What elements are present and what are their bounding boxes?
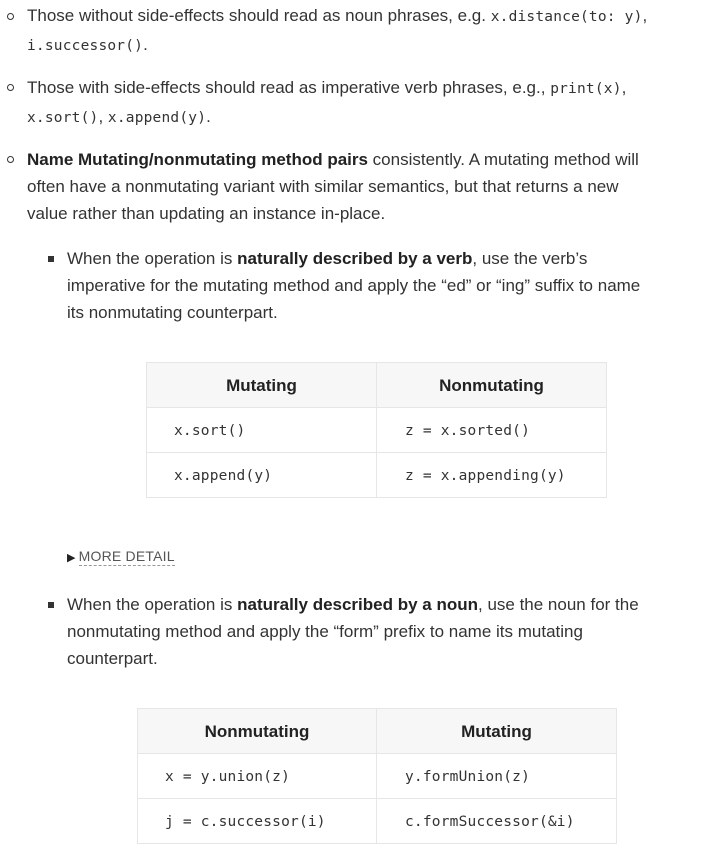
table-cell — [147, 453, 377, 498]
code-cell-text: x.append(y) — [174, 467, 273, 484]
code-cell-text: j = c.successor(i) — [165, 813, 326, 830]
append-code: x.append(y) — [107, 110, 207, 126]
list-bullet — [7, 84, 14, 91]
list-bullet — [7, 13, 14, 20]
sub-list-bullet — [48, 602, 54, 608]
method-pairs-item — [27, 146, 697, 227]
verb-rule-bold: naturally described by a verb — [237, 249, 473, 268]
column-header: Mutating — [147, 363, 377, 408]
side-effects-text: Those with side-effects should read as imperative verb phrases, e.g., — [27, 78, 551, 97]
table-cell — [138, 799, 377, 844]
code-cell-text: x.sort() — [174, 422, 246, 439]
column-header: Mutating — [377, 709, 617, 754]
noun-rule-item — [67, 591, 697, 672]
period: . — [206, 107, 211, 126]
table-row — [138, 754, 617, 799]
no-side-effects-line-1 — [27, 2, 697, 31]
table-cell — [138, 754, 377, 799]
code-cell-text: c.formSuccessor(&i) — [405, 813, 575, 830]
table-row — [147, 408, 607, 453]
method-pairs-bold: Name Mutating/nonmutating method pairs — [27, 150, 368, 169]
verb-rule-line-2: imperative for the mutating method and apply the “ed” or “ing” suffix to name — [67, 276, 641, 295]
noun-rule-text-rest: , use the noun for the — [478, 595, 639, 614]
no-side-effects-line-2 — [27, 31, 697, 60]
list-bullet — [7, 156, 14, 163]
table-cell — [377, 754, 617, 799]
verb-rule-line-3: its nonmutating counterpart. — [67, 303, 278, 322]
disclosure-triangle-icon: ▶ — [67, 552, 76, 564]
verb-pairs-table — [146, 362, 607, 498]
sub-list-bullet — [48, 256, 54, 262]
code-cell-text: y.formUnion(z) — [405, 768, 531, 785]
period: . — [143, 35, 148, 54]
noun-rule-line-3: counterpart. — [67, 649, 158, 668]
method-pairs-text: consistently. A mutating method will — [367, 150, 639, 169]
table-cell — [377, 408, 607, 453]
noun-pairs-table — [137, 708, 617, 844]
noun-rule-bold: naturally described by a noun — [237, 595, 478, 614]
code-cell-text: z = x.appending(y) — [405, 467, 566, 484]
separator: , — [621, 78, 627, 97]
sort-code: x.sort() — [27, 110, 99, 126]
separator: , — [98, 107, 108, 126]
table-cell — [377, 453, 607, 498]
verb-rule-text-rest: , use the verb’s — [472, 249, 588, 268]
no-side-effects-text: Those without side-effects should read as noun phrases, e.g. — [27, 6, 491, 25]
method-pairs-line-2: often have a nonmutating variant with similar semantics, but that returns a new — [27, 177, 619, 196]
table-cell — [147, 408, 377, 453]
more-detail-label[interactable]: MORE DETAIL — [78, 548, 175, 564]
verb-rule-text: When the operation is — [67, 249, 238, 268]
noun-rule-line-1 — [67, 591, 697, 618]
verb-rule-item — [67, 245, 697, 326]
method-pairs-line-1 — [27, 146, 697, 173]
code-cell-text: x = y.union(z) — [165, 768, 291, 785]
side-effects-line-1 — [27, 74, 697, 103]
code-cell-text: z = x.sorted() — [405, 422, 531, 439]
verb-rule-line-1 — [67, 245, 697, 272]
column-header: Nonmutating — [377, 363, 607, 408]
table-header-row — [138, 709, 617, 754]
method-pairs-line-3: value rather than updating an instance in-place. — [27, 204, 386, 223]
distance-code: x.distance(to: y) — [490, 9, 643, 25]
table-row — [138, 799, 617, 844]
print-code: print(x) — [550, 81, 622, 97]
side-effects-line-2 — [27, 103, 697, 132]
side-effects-item — [27, 74, 697, 132]
noun-rule-text: When the operation is — [67, 595, 238, 614]
successor-code: i.successor() — [27, 38, 144, 54]
table-cell — [377, 799, 617, 844]
noun-rule-line-2: nonmutating method and apply the “form” prefix to name its mutating — [67, 622, 583, 641]
column-header: Nonmutating — [138, 709, 377, 754]
table-row — [147, 453, 607, 498]
table-header-row — [147, 363, 607, 408]
more-detail-toggle[interactable] — [67, 543, 175, 572]
no-side-effects-item — [27, 2, 697, 60]
separator: , — [642, 6, 648, 25]
